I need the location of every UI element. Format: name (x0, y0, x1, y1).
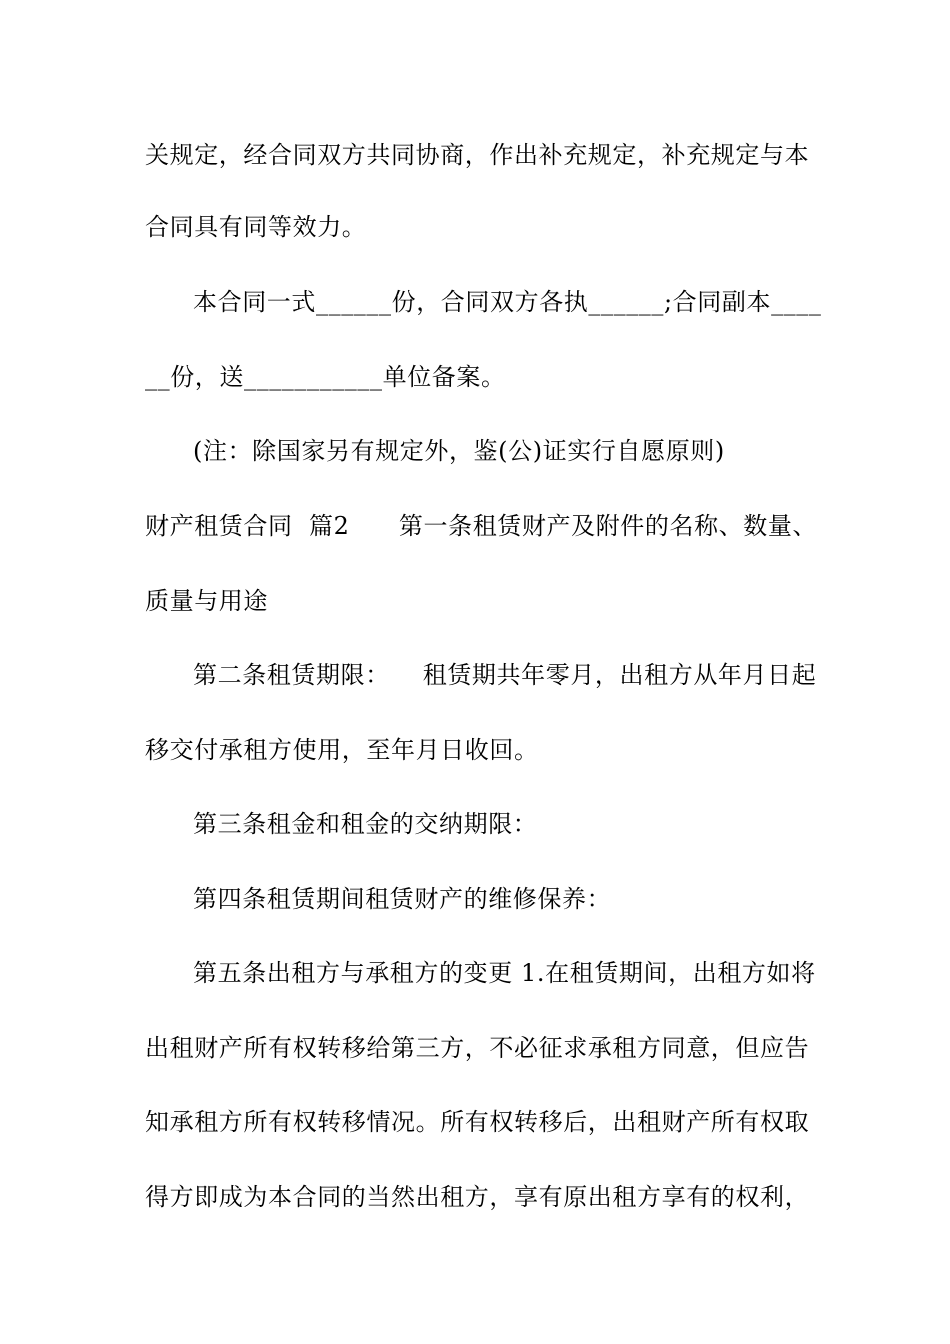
paragraph-line: 移交付承租方使用，至年月日收回。 (145, 736, 539, 764)
paragraph-line: 第三条租金和租金的交纳期限： (193, 810, 538, 838)
paragraph-line: __份，送___________单位备案。 (145, 363, 506, 391)
paragraph-line: 出租财产所有权转移给第三方，不必征求承租方同意，但应告 (145, 1034, 810, 1062)
paragraph-line: 关规定，经合同双方共同协商，作出补充规定，补充规定与本 (145, 141, 810, 169)
note-line: (注：除国家另有规定外，鉴(公)证实行自愿原则) (193, 437, 725, 465)
paragraph-line: 第二条租赁期限： 租赁期共年零月，出租方从年月日起 (193, 661, 817, 689)
paragraph-line: 得方即成为本合同的当然出租方，享有原出租方享有的权利， (145, 1183, 810, 1211)
paragraph-line: 第五条出租方与承租方的变更 1.在租赁期间，出租方如将 (193, 959, 816, 987)
paragraph-line: 第四条租赁期间租赁财产的维修保养： (193, 885, 612, 913)
paragraph-line: 本合同一式______份，合同双方各执______;合同副本____ (193, 288, 822, 316)
paragraph-line: 质量与用途 (145, 587, 268, 615)
section-heading-line: 财产租赁合同 篇2 第一条租赁财产及附件的名称、数量、 (145, 512, 818, 540)
paragraph-line: 合同具有同等效力。 (145, 213, 367, 241)
paragraph-line: 知承租方所有权转移情况。所有权转移后，出租财产所有权取 (145, 1108, 810, 1136)
